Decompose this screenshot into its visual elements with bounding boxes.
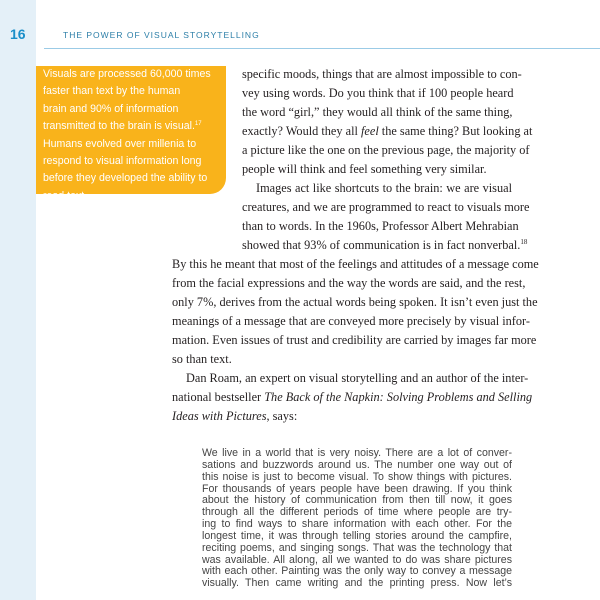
quote-line: visually. Then came writing and the printing press. Now let’s <box>202 577 512 590</box>
body-line: showed that 93% of communication is in fact nonverbal.$^{18}$ <box>242 238 528 252</box>
quote-line: sations and buzzwords around us. The number one way out of <box>202 458 512 471</box>
quote-line: longest time, it was through telling stories around the campfire, <box>202 529 512 542</box>
body-line: national bestseller The Back of the Napkin: Solving Problems and Selling <box>172 390 533 404</box>
quote-line: ing to find ways to share information with each other. For the <box>202 518 512 530</box>
callout-line: brain and 90% of information <box>43 102 179 115</box>
quote-line: through all the different periods of time where people are try- <box>202 506 512 519</box>
body-line: Ideas with Pictures, says: <box>172 409 298 423</box>
running-title: THE POWER OF VISUAL STORYTELLING <box>63 30 260 40</box>
page-header <box>0 22 600 48</box>
quote-line: was available. All along, all we wanted to do was share pictures <box>202 553 512 566</box>
body-line: than to words. In the 1960s, Professor Albert Mehrabian <box>242 219 519 233</box>
header-divider <box>44 48 600 49</box>
body-line: By this he meant that most of the feelings and attitudes of a message come <box>172 257 539 271</box>
book-title: Ideas with Pictures <box>172 409 267 423</box>
body-line: from the facial expressions and the way the words are said, and the rest, <box>172 276 526 290</box>
body-line: meanings of a message that are conveyed more precisely by visual infor- <box>172 314 530 328</box>
quote-line: about the history of communication from then till now, it goes <box>202 494 512 507</box>
book-title: The Back of the Napkin: Solving Problems and Selling <box>264 390 533 404</box>
body-line: so than text. <box>172 352 232 366</box>
quote-line: We live in a world that is very noisy. There are a lot of conver- <box>202 447 512 459</box>
callout-line: respond to visual information long <box>43 155 202 168</box>
body-line: Images act like shortcuts to the brain: we are visual <box>256 181 512 195</box>
margin-strip <box>0 0 36 600</box>
callout-line: Visuals are processed 60,000 times <box>43 68 211 80</box>
quote-line: with each other. Painting was the only way to convey a message <box>202 565 512 578</box>
callout-line: before they developed the ability to <box>43 172 208 185</box>
body-line: mation. Even issues of trust and credibility are carried by images far more <box>172 333 537 347</box>
body-line: Dan Roam, an expert on visual storytelling and an author of the inter- <box>186 371 529 385</box>
body-line: a picture like the one on the previous page, the majority of <box>242 143 530 157</box>
footnote-ref: 17 <box>194 121 202 128</box>
callout-line: transmitted to the brain is visual.$^{17}$ <box>43 120 202 133</box>
callout-line: Humans evolved over millenia to <box>43 137 197 150</box>
body-line: the word “girl,” they would all think of the same thing, <box>242 105 513 119</box>
quote-line: For thousands of years people have been drawing. If you think <box>202 482 512 495</box>
callout-line: read text. <box>43 189 88 202</box>
body-line: specific moods, things that are almost impossible to con- <box>242 67 522 81</box>
footnote-ref: 18 <box>520 238 528 246</box>
sidebar-callout <box>36 66 226 202</box>
quote-line: this noise is just to become visual. To show things with pictures. <box>202 470 512 483</box>
body-line: exactly? Would they all feel the same thing? But looking at <box>242 124 533 138</box>
callout-text <box>43 66 223 205</box>
callout-line: faster than text by the human <box>43 85 181 98</box>
body-line: creatures, and we are programmed to react to visuals more <box>242 200 530 214</box>
quote-line: reciting poems, and singing songs. That was the technology that <box>202 541 512 554</box>
page-number: 16 <box>10 26 26 42</box>
body-line: people will think and feel something very similar. <box>242 162 487 176</box>
body-line: vey using words. Do you think that if 100 people heard <box>242 86 514 100</box>
body-line: only 7%, derives from the actual words being spoken. It isn’t even just the <box>172 295 538 309</box>
